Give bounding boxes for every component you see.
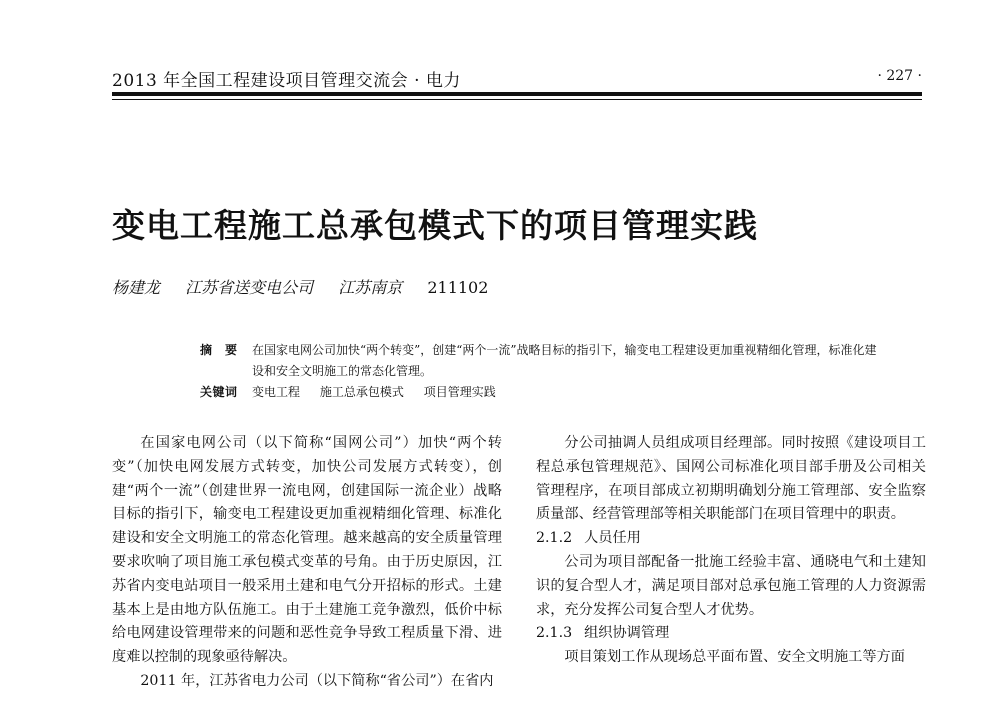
header-rule-thin — [112, 99, 922, 100]
abstract-text: 在国家电网公司加快“两个转变”，创建“两个一流”战略目标的指引下，输变电工程建设更加重视精细化管理，标准化建设和安全文明施工的常态化管理。 — [252, 343, 877, 378]
section-number: 2.1.2 — [536, 530, 573, 547]
running-header-title: 2013 年全国工程建设项目管理交流会 · 电力 — [112, 71, 461, 91]
body-column-left — [112, 432, 502, 694]
author-name: 杨建龙 — [112, 278, 161, 297]
author-line — [112, 275, 508, 298]
body-paragraph: 2011 年，江苏省电力公司（以下简称“省公司”）在省内 — [140, 672, 494, 689]
author-location: 江苏南京 — [338, 278, 403, 297]
header-rule-thick — [112, 92, 922, 96]
keywords-row — [200, 382, 880, 403]
body-paragraph: 分公司抽调人员组成项目经理部。同时按照《建设项目工程总承包管理规范》、国网公司标准化项目部手册及公司相关管理程序，在项目部成立初期明确划分施工管理部、安全监察质量部、经营管理部等相关职能部门在项目管理中的职责。 — [536, 435, 926, 523]
keyword: 项目管理实践 — [423, 385, 496, 399]
section-number: 2.1.3 — [536, 625, 573, 642]
page-number: · 227 · — [877, 68, 922, 84]
author-affiliation: 江苏省送变电公司 — [185, 278, 314, 297]
body-paragraph: 公司为项目部配备一批施工经验丰富、通晓电气和土建知识的复合型人才，满足项目部对总承包施工管理的人力资源需求，充分发挥公司复合型人才优势。 — [536, 553, 926, 618]
article-title: 变电工程施工总承包模式下的项目管理实践 — [112, 206, 758, 245]
body-column-right — [536, 432, 926, 670]
keywords-list — [252, 382, 880, 403]
body-paragraph: 在国家电网公司（以下简称“国网公司”）加快“两个转变”（加快电网发展方式转变，加快公司发展方式转变），创建“两个一流”（创建世界一流电网，创建国际一流企业）战略目标的指引下，输变电工程建设更加重视精细化管理、标准化建设和安全文明施工的常态化管理。越来越高的安全质量管理要求吹响了项目施工承包模式变革的号角。由于历史原因，江苏省内变电站项目一般采用土建和电气分开招标的形式。土建基本上是由地方队伍施工。由于土建施工竞争激烈，低价中标给电网建设管理带来的问题和恶性竞争导致工程质量下滑、进度难以控制的现象亟待解决。 — [112, 435, 502, 666]
author-zip: 211102 — [427, 278, 489, 297]
abstract-block — [200, 340, 880, 403]
section-heading — [536, 622, 926, 646]
body-paragraph: 项目策划工作从现场总平面布置、安全文明施工等方面 — [564, 649, 905, 666]
section-title: 组织协调管理 — [584, 625, 670, 642]
section-title: 人员任用 — [584, 530, 641, 547]
keyword: 变电工程 — [252, 385, 301, 399]
keywords-label: 关键词 — [200, 385, 238, 399]
abstract-row — [200, 340, 880, 382]
keyword: 施工总承包模式 — [319, 385, 404, 399]
section-heading — [536, 527, 926, 551]
abstract-label: 摘 要 — [200, 343, 238, 357]
